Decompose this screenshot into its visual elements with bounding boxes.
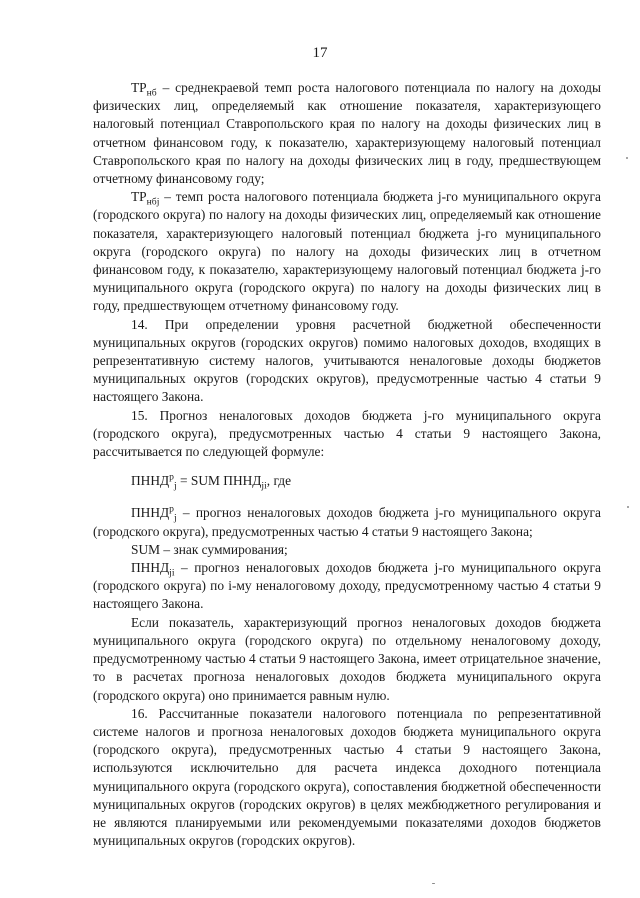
- subscript: j: [173, 513, 177, 525]
- page-number: 17: [312, 45, 328, 61]
- text-run: 14. При определении уровня расчетной бюджетной обеспеченности муниципальных округов (городских округов) помимо налоговых доходов, входящих в репрезентативную систему налогов, учитываются неналоговые доходы бюджетов муниципальных округов (городских округов), предусмотренные частью 4 статьи 9 настоящего Закона.: [93, 316, 601, 405]
- text-run: ТР: [131, 80, 147, 95]
- paragraph-formula: [93, 472, 601, 490]
- scan-speck: [432, 883, 435, 884]
- superscript: р: [169, 471, 174, 483]
- text-run: – темп роста налогового потенциала бюджета j-го муниципального округа (городского округа) по налогу на доходы физических лиц, определяемый как отношение показателя, характеризующего налоговый потенциал бюджета j-го муниципального округа (городского округа) по налогу на доходы физических лиц в отчетном финансовом году, к показателю, характеризующему налоговый потенциал бюджета j-го муниципального округа (городского округа) по налогу на доходы физических лиц в году, предшествующем отчетному финансовому году.: [93, 189, 601, 314]
- text-run: , где: [266, 473, 292, 489]
- subscript: нб: [146, 87, 157, 99]
- paragraph-clause-16: [93, 705, 601, 851]
- subscript: j: [173, 480, 177, 492]
- subscript: ji: [169, 567, 175, 579]
- text-run: – среднекраевой темп роста налогового потенциала по налогу на доходы физических лиц, определяемый как отношение показателя, характеризующего налоговый потенциал Ставропольского края по налогу на доходы физических лиц в отчетном финансовом году, к показателю, характеризующему налоговый потенциал Ставропольского края по налогу на доходы физических лиц в году, предшествующем отчетному финансовому году;: [93, 80, 601, 187]
- paragraph-definition-pnnd-ji: [93, 559, 601, 614]
- text-run: – прогноз неналоговых доходов бюджета j-го муниципального округа (городского округа), предусмотренных частью 4 статьи 9 настоящего Закона;: [93, 505, 601, 539]
- text-run: ПННД: [131, 560, 170, 576]
- scan-speck: [626, 157, 628, 159]
- text-run: 15. Прогноз неналоговых доходов бюджета j-го муниципального округа (городского округа), предусмотренных частью 4 статьи 9 настоящего Закона, рассчитывается по следующей формуле:: [93, 407, 601, 460]
- text-run: ТР: [131, 189, 147, 205]
- document-body: [93, 79, 601, 850]
- subscript: нбj: [146, 196, 160, 208]
- subscript: ji: [261, 480, 267, 492]
- paragraph-definition-sum: [93, 541, 601, 559]
- paragraph-clause-15: [93, 407, 601, 462]
- text-run: SUM – знак суммирования;: [131, 541, 288, 557]
- text-run: = SUM ПННД: [176, 473, 262, 489]
- paragraph-definition-tr-nbj: [93, 188, 601, 315]
- text-run: Если показатель, характеризующий прогноз неналоговых доходов бюджета муниципального округа (городского округа) по отдельному неналоговому доходу, предусмотренному частью 4 статьи 9 настоящего Закона, имеет отрицательное значение, то в расчетах прогноза неналоговых доходов бюджета муниципального округа (городского округа) оно принимается равным нулю.: [93, 614, 601, 703]
- paragraph-definition-pnnd-pj: [93, 504, 601, 540]
- paragraph-negative-value-rule: [93, 614, 601, 705]
- scan-speck: [627, 506, 629, 508]
- superscript: р: [169, 504, 174, 515]
- text-run: ПННД: [131, 505, 170, 521]
- paragraph-definition-tr-nb: [93, 79, 601, 188]
- text-run: 16. Рассчитанные показатели налогового потенциала по репрезентативной системе налогов и прогноза неналоговых доходов бюджета муниципального округа (городского округа), предусмотренных частью 4 статьи 9 настоящего Закона, используются исключительно для расчета индекса доходного потенциала муниципального округа (городского округа), сопоставления бюджетной обеспеченности муниципальных округов (городских округов) в целях межбюджетного регулирования и не являются планируемыми или рекомендуемыми показателями доходов бюджетов муниципальных округов (городских округов).: [93, 705, 601, 849]
- paragraph-clause-14: [93, 316, 601, 407]
- text-run: – прогноз неналоговых доходов бюджета j-го муниципального округа (городского округа) по i-му неналоговому доходу, предусмотренному частью 4 статьи 9 настоящего Закона.: [93, 560, 601, 612]
- text-run: ПННД: [131, 473, 170, 489]
